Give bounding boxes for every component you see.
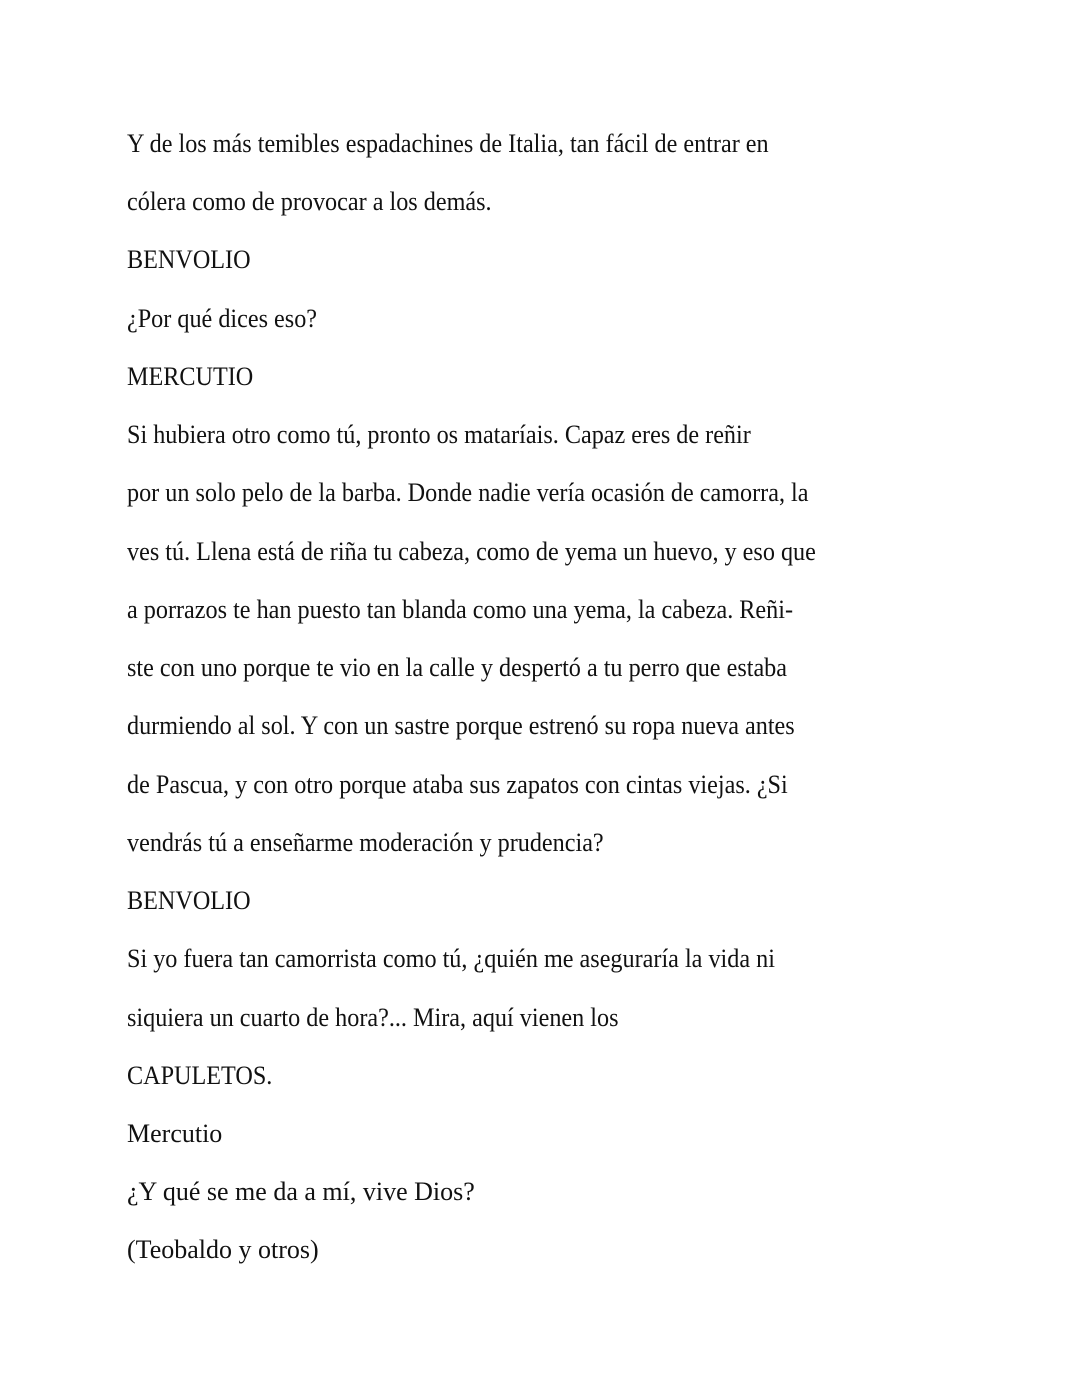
dialogue-line: vendrás tú a enseñarme moderación y prudencia? [127,828,604,857]
dialogue-line: a porrazos te han puesto tan blanda como una yema, la cabeza. Reñi- [127,595,794,624]
speaker-name: Mercutio [127,1119,223,1148]
dialogue-line: durmiendo al sol. Y con un sastre porque estrenó su ropa nueva antes [127,711,795,740]
dialogue-line: Si yo fuera tan camorrista como tú, ¿quién me aseguraría la vida ni [127,944,775,973]
dialogue-line: ste con uno porque te vio en la calle y despertó a tu perro que estaba [127,653,788,682]
dialogue-line: Si hubiera otro como tú, pronto os mataríais. Capaz eres de reñir [127,420,751,449]
dialogue-line: siquiera un cuarto de hora?... Mira, aquí vienen los [127,1003,619,1032]
dialogue-line: cólera como de provocar a los demás. [127,187,492,216]
speaker-name: MERCUTIO [127,362,254,391]
dialogue-line: Y de los más temibles espadachines de Italia, tan fácil de entrar en [127,129,769,158]
dialogue-line: de Pascua, y con otro porque ataba sus zapatos con cintas viejas. ¿Si [127,770,788,799]
speaker-name: BENVOLIO [127,245,251,274]
dialogue-line: ves tú. Llena está de riña tu cabeza, como de yema un huevo, y eso que [127,537,816,566]
speaker-name: BENVOLIO [127,886,251,915]
dialogue-line: por un solo pelo de la barba. Donde nadie vería ocasión de camorra, la [127,478,809,507]
dialogue-line: ¿Y qué se me da a mí, vive Dios? [127,1177,475,1206]
dialogue-line: ¿Por qué dices eso? [127,304,318,333]
stage-direction: (Teobaldo y otros) [127,1235,319,1264]
speaker-name: CAPULETOS. [127,1061,273,1090]
